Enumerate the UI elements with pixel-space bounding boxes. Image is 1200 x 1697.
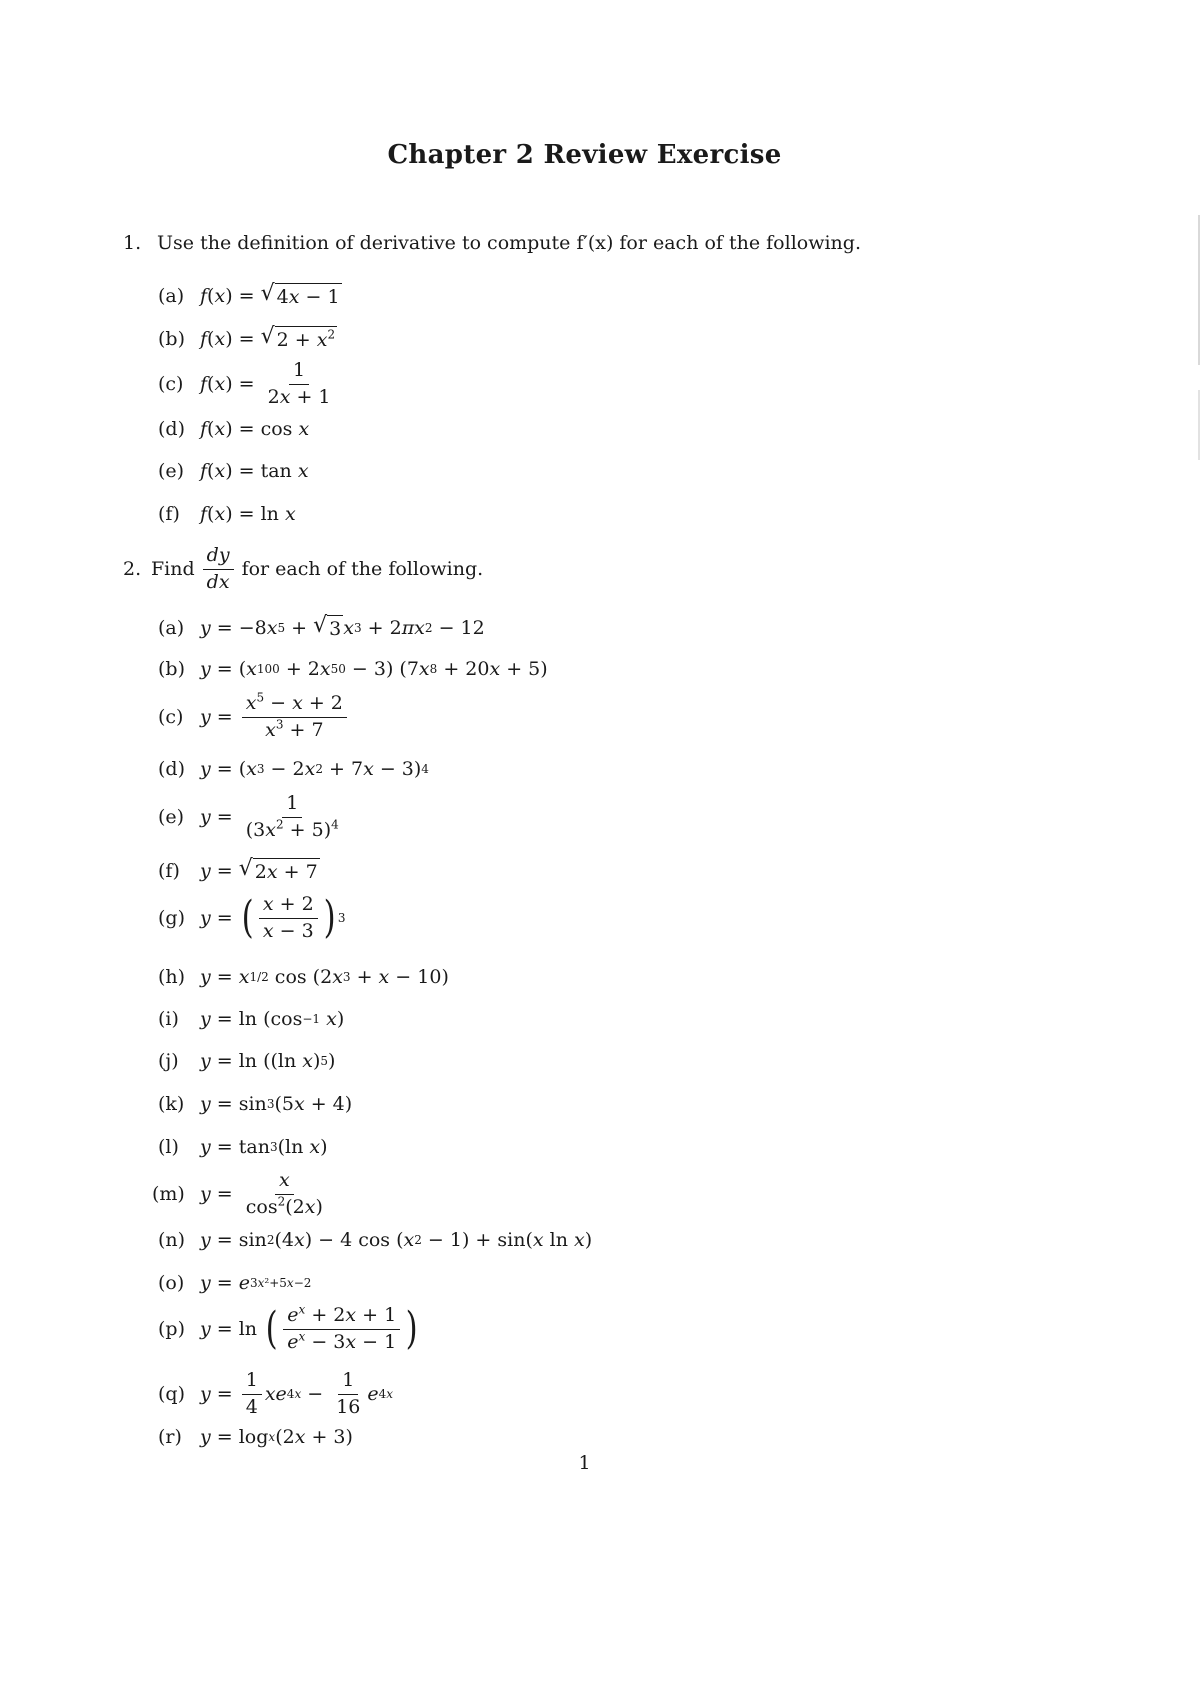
page-title: Chapter 2 Review Exercise xyxy=(387,140,782,170)
q2-item-p xyxy=(158,1302,420,1355)
q2-expression: y = ln ( $\frac{e^x + 2x + 1}{e^x - 3x - 1}$ ) xyxy=(200,1302,418,1355)
q2-item-e xyxy=(158,793,346,842)
q2-expression: y = √ 2x + 7 xyxy=(200,856,318,883)
q2-item-label: (q) xyxy=(158,1383,185,1406)
q2-expression: y = ( x 100 + 2 x 50 − 3) (7 x 8 + 20 x + 5) xyxy=(200,658,548,680)
q2-item-o xyxy=(158,1272,311,1294)
q1-item-label: (c) xyxy=(158,373,184,396)
q2-item-q xyxy=(158,1370,393,1419)
q2-item-d xyxy=(158,758,429,780)
q2-item-g xyxy=(158,894,346,943)
q1-item-e xyxy=(158,460,309,482)
q2-item-k xyxy=(158,1093,352,1115)
question-2-number: 2. xyxy=(123,558,142,581)
q2-expression: y = −8 x 5 + √ 3 x 3 + 2 πx 2 − 12 xyxy=(200,613,485,640)
page-number: 1 xyxy=(578,1452,591,1474)
q1-item-label: (e) xyxy=(158,460,185,482)
question-2-text: for each of the following. xyxy=(241,558,484,581)
q2-item-label: (k) xyxy=(158,1093,185,1115)
q1-item-label: (b) xyxy=(158,327,185,350)
q2-item-label: (f) xyxy=(158,859,180,882)
q1-item-label: (d) xyxy=(158,418,185,440)
q2-item-label: (r) xyxy=(158,1426,182,1448)
q2-expression: y = $\frac{1}{(3x^2 + 5)^4}$ xyxy=(200,792,339,841)
q1-expression: f ( x ) = √ $2 + x^2$ xyxy=(200,324,336,351)
q1-item-a xyxy=(158,283,342,308)
q2-item-label: (j) xyxy=(158,1050,179,1072)
q2-expression: y = ( x 3 − 2 x 2 + 7 x − 3) 4 xyxy=(200,758,429,780)
q2-expression: y = $\frac{x^5 - x + 2}{x^3 + 7}$ xyxy=(200,693,350,742)
q2-expression: y = sin 2 (4 x ) − 4 cos ( x 2 − 1) + sin( x ln x ) xyxy=(200,1229,593,1251)
q1-expression: f ( x ) = ln x xyxy=(200,503,296,525)
q1-expression: f ( x ) = cos x xyxy=(200,418,310,440)
q2-item-label: (n) xyxy=(158,1229,186,1251)
q1-item-b xyxy=(158,326,337,351)
q2-item-label: (d) xyxy=(158,758,185,780)
q2-item-label: (i) xyxy=(158,1008,179,1030)
q2-item-label: (h) xyxy=(158,966,186,988)
q2-item-b xyxy=(158,658,548,680)
q2-item-label: (b) xyxy=(158,658,185,680)
q2-expression: y = $\frac{x}{\cos^2(2x)}$ xyxy=(200,1169,323,1218)
q2-item-l xyxy=(158,1136,327,1158)
q2-item-c xyxy=(158,690,350,742)
q2-expression: y = tan 3 (ln x ) xyxy=(200,1136,328,1158)
q2-item-j xyxy=(158,1050,335,1072)
q2-item-label: (e) xyxy=(158,806,185,829)
q1-item-d xyxy=(158,418,309,440)
q1-expression: f ( x ) = √ 4x − 1 xyxy=(200,281,340,308)
q2-item-label: (a) xyxy=(158,616,185,639)
question-1-number: 1. xyxy=(123,232,142,254)
q2-item-m xyxy=(152,1170,330,1219)
q1-item-f xyxy=(158,503,296,525)
question-2-find: Find xyxy=(151,558,195,581)
q2-expression: y = e 3x²+5x−2 xyxy=(200,1272,312,1294)
q1-expression: f ( x ) = tan x xyxy=(200,460,309,482)
q2-expression: y = log x (2 x + 3) xyxy=(200,1426,353,1448)
q2-item-f xyxy=(158,858,320,883)
q2-item-h xyxy=(158,966,449,988)
q2-expression: y = ( $\frac{x + 2}{x - 3}$ ) 3 xyxy=(200,892,346,944)
q2-expression: y = ln ((ln x ) 5 ) xyxy=(200,1050,336,1072)
q2-expression: y = ln (cos −1 x ) xyxy=(200,1008,345,1030)
q2-item-label: (p) xyxy=(158,1318,185,1341)
question-2 xyxy=(123,545,483,594)
q1-expression: f ( x ) = $\frac{1}{2x + 1}$ xyxy=(200,359,331,408)
dy-dx-fraction xyxy=(203,545,234,594)
q2-item-n xyxy=(158,1229,592,1251)
q2-item-label: (g) xyxy=(158,907,185,930)
q2-item-r xyxy=(158,1426,353,1448)
dy-text: dy xyxy=(206,544,230,566)
question-1-text: Use the definition of derivative to compute f′(x) for each of the following. xyxy=(157,232,861,254)
q2-item-a xyxy=(158,615,485,640)
question-1 xyxy=(123,232,861,254)
q2-expression: y = sin 3 (5 x + 4) xyxy=(200,1093,353,1115)
q2-expression: y = x 1/2 cos (2 x 3 + x − 10) xyxy=(200,966,449,988)
dx-text: dx xyxy=(206,570,230,593)
q2-item-label: (m) xyxy=(152,1183,185,1206)
q2-item-label: (o) xyxy=(158,1272,185,1294)
q1-item-label: (a) xyxy=(158,284,185,307)
q2-item-label: (l) xyxy=(158,1136,179,1158)
q2-expression: y = $\frac{1}{4}$ xe 4x − $\frac{1}{16}$ e 4x xyxy=(200,1369,394,1418)
q1-item-c xyxy=(158,360,338,409)
q1-item-label: (f) xyxy=(158,503,180,525)
q2-item-i xyxy=(158,1008,344,1030)
q2-item-label: (c) xyxy=(158,706,184,729)
